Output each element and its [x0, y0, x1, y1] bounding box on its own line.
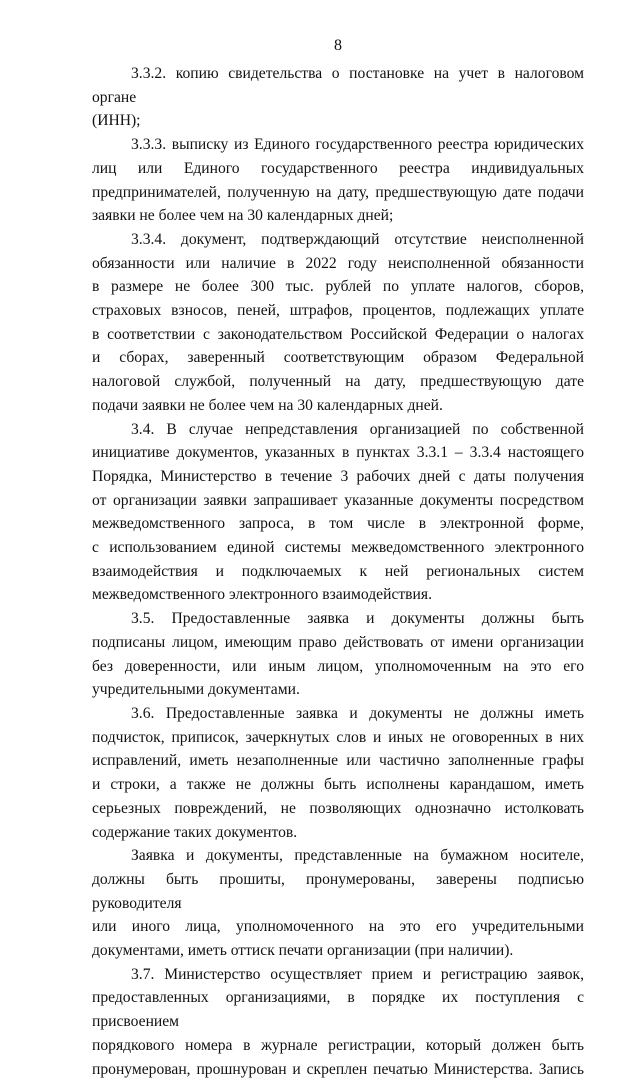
paragraph-line: заявки не более чем на 30 календарных дней;: [92, 207, 394, 225]
paragraph-line: инициативе документов, указанных в пунктах 3.3.1 – 3.3.4 настоящего: [92, 444, 584, 462]
paragraph-line: 3.5. Предоставленные заявка и документы должны быть: [131, 610, 584, 628]
paragraph-line: и сборах, заверенный соответствующим образом Федеральной: [92, 349, 584, 367]
paragraph-line: без доверенности, или иным лицом, уполномоченным на это его: [92, 657, 584, 675]
paragraph-line: пронумерован, прошнурован и скреплен печатью Министерства. Запись: [92, 1060, 584, 1078]
paragraph-p-3-5: [92, 607, 584, 702]
paragraph-line: 3.4. В случае непредставления организацией по собственной: [131, 420, 584, 438]
paragraph-line: в соответствии с законодательством Российской Федерации о налогах: [92, 325, 584, 343]
paragraph-p-3-3-4: [92, 228, 584, 418]
paragraph-line: 3.7. Министерство осуществляет прием и регистрацию заявок,: [131, 965, 584, 983]
paragraph-line: взаимодействия и подключаемых к ней региональных систем: [92, 562, 584, 580]
paragraph-p-3-7: [92, 963, 584, 1081]
paragraph-line: предоставленных организациями, в порядке их поступления с присвоением: [92, 989, 584, 1031]
page-number: 8: [334, 37, 342, 54]
paragraph-line: предпринимателей, полученную на дату, предшествующую дате подачи: [92, 183, 584, 201]
paragraph-line: порядкового номера в журнале регистрации, который должен быть: [92, 1036, 584, 1054]
paragraph-line: подчисток, приписок, зачеркнутых слов и иных не оговоренных в них: [92, 728, 584, 746]
paragraph-p-3-6: [92, 702, 584, 844]
paragraph-line: 3.6. Предоставленные заявка и документы не должны иметь: [131, 704, 584, 722]
paragraph-line: лиц или Единого государственного реестра индивидуальных: [92, 159, 584, 177]
paragraph-line: налоговой службой, полученный на дату, предшествующую дате: [92, 373, 584, 391]
paragraph-line: и строки, а также не должны быть исполнены карандашом, иметь: [92, 776, 584, 794]
paragraph-line: или иного лица, уполномоченного на это его учредительными: [92, 918, 584, 936]
paragraph-line: должны быть прошиты, пронумерованы, заверены подписью руководителя: [92, 870, 584, 912]
paragraph-line: 3.3.3. выписку из Единого государственного реестра юридических: [131, 136, 584, 154]
paragraph-line: межведомственного запроса, в том числе в электронной форме,: [92, 515, 584, 533]
document-body: [92, 62, 584, 1081]
paragraph-p-3-3-2: [92, 62, 584, 133]
paragraph-line: 3.3.4. документ, подтверждающий отсутствие неисполненной: [131, 230, 584, 248]
paragraph-line: обязанности или наличие в 2022 году неисполненной обязанности: [92, 254, 584, 272]
paragraph-line: исправлений, иметь незаполненные или частично заполненные графы: [92, 752, 584, 770]
paragraph-p-3-4: [92, 418, 584, 608]
paragraph-line: в размере не более 300 тыс. рублей по уплате налогов, сборов,: [92, 278, 584, 296]
paragraph-line: (ИНН);: [92, 112, 141, 130]
paragraph-p-3-3-3: [92, 133, 584, 228]
paragraph-line: Заявка и документы, представленные на бумажном носителе,: [131, 847, 584, 865]
paragraph-line: 3.3.2. копию свидетельства о постановке на учет в налоговом органе: [92, 65, 584, 106]
paragraph-line: учредительными документами.: [92, 681, 300, 699]
paragraph-p-3-6-b: [92, 844, 584, 963]
paragraph-line: подписаны лицом, имеющим право действовать от имени организации: [92, 633, 584, 651]
paragraph-line: страховых взносов, пеней, штрафов, процентов, подлежащих уплате: [92, 302, 584, 320]
paragraph-line: документами, иметь оттиск печати организации (при наличии).: [92, 942, 514, 960]
paragraph-line: с использованием единой системы межведомственного электронного: [92, 539, 584, 557]
paragraph-line: серьезных повреждений, не позволяющих однозначно истолковать: [92, 799, 584, 817]
paragraph-line: от организации заявки запрашивает указанные документы посредством: [92, 491, 584, 509]
paragraph-line: содержание таких документов.: [92, 823, 298, 841]
paragraph-line: подачи заявки не более чем на 30 календарных дней.: [92, 396, 443, 414]
paragraph-line: межведомственного электронного взаимодействия.: [92, 586, 432, 604]
paragraph-line: Порядка, Министерство в течение 3 рабочих дней с даты получения: [92, 467, 584, 485]
